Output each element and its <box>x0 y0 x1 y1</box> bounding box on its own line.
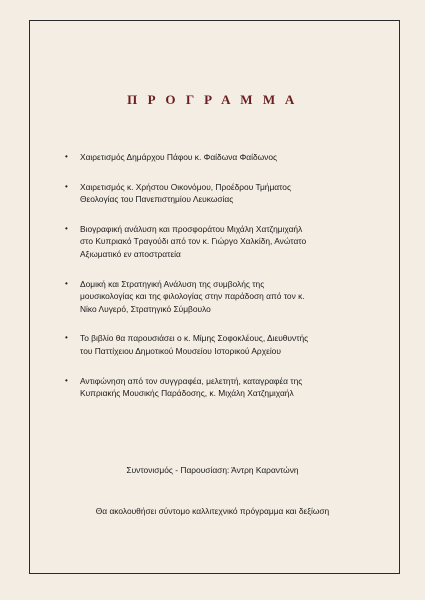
agenda-item <box>64 332 374 357</box>
agenda-item-text: Νίκο Λυγερό, Στρατηγικό Σύμβουλο <box>80 303 211 314</box>
agenda-item-text: Αξιωματικό εν αποστρατεία <box>80 248 181 259</box>
agenda-item-text: Θεολογίας του Πανεπιστημίου Λευκωσίας <box>80 194 234 205</box>
agenda-item-text: Χαιρετισμός Δημάρχου Πάφου κ. Φαίδωνα Φαίδωνος <box>80 152 278 162</box>
agenda-item-text: μουσικολογίας και της φιλολογίας στην παράδοση από τον κ. <box>80 291 305 302</box>
bullet-icon: • <box>65 375 68 385</box>
agenda-item-text: Αντιφώνηση από τον συγγραφέα, μελετητή, καταγραφέα της <box>80 375 303 386</box>
agenda-item <box>64 223 374 261</box>
agenda-item <box>64 181 374 206</box>
bullet-icon: • <box>65 223 68 233</box>
agenda-item-text: Βιογραφική ανάλυση και προσφοράτου Μιχάλη Χατζημιχαήλ <box>80 223 303 234</box>
agenda-item-text: στο Κυπριακό Τραγούδι από τον κ. Γιώργο Χαλκίδη, Ανώτατο <box>80 236 307 247</box>
agenda-item-text: του Παττίχειου Δημοτικού Μουσείου Ιστορικού Αρχείου <box>80 345 281 356</box>
agenda-item <box>64 151 374 164</box>
closing-line: Θα ακολουθήσει σύντομο καλλιτεχνικό πρόγραμμα και δεξίωση <box>95 506 330 516</box>
agenda-item-text: Χαιρετισμός κ. Χρήστου Οικονόμου, Προέδρου Τμήματος <box>80 181 292 192</box>
coordination-line: Συντονισμός - Παρουσίαση: Άντρη Καραντώνη <box>126 465 299 475</box>
agenda-item <box>64 375 374 400</box>
agenda-item-text: Το βιβλίο θα παρουσιάσει ο κ. Μίμης Σοφοκλέους, Διευθυντής <box>80 333 309 344</box>
bullet-icon: • <box>65 181 68 191</box>
agenda-item-text: Κυπριακής Μουσικής Παράδοσης, κ. Μιχάλη Χατζημιχαήλ <box>80 388 294 399</box>
agenda-item-text: Δομική και Στρατηγική Ανάλυση της συμβολής της <box>80 278 265 289</box>
agenda-item <box>64 278 374 316</box>
bullet-icon: • <box>65 152 68 161</box>
program-agenda-list <box>64 151 374 417</box>
bullet-icon: • <box>65 333 68 343</box>
program-title: Π Ρ Ο Γ Ρ Α Μ Μ Α <box>127 92 298 107</box>
bullet-icon: • <box>65 278 68 288</box>
